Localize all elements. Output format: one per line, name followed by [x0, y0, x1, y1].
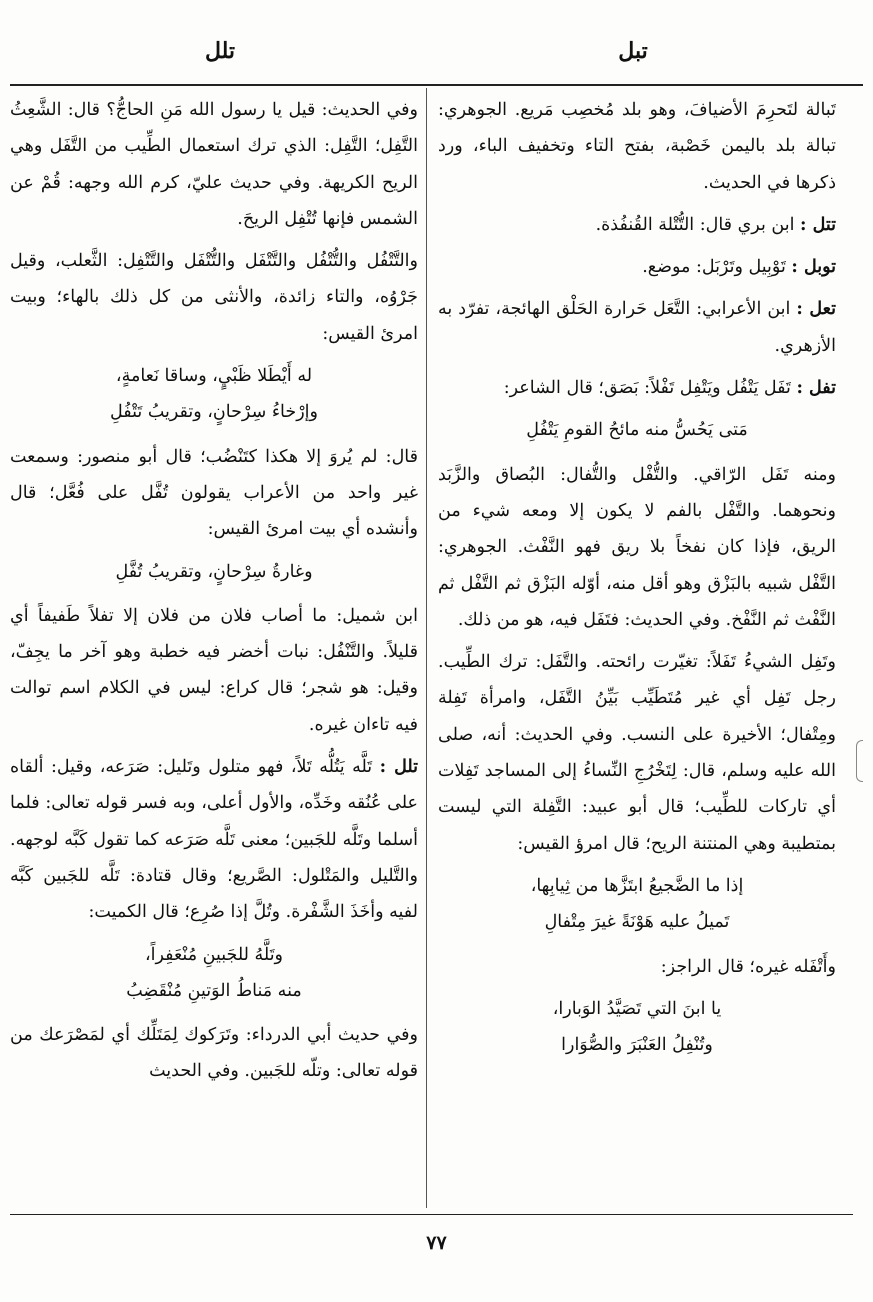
top-rule — [10, 84, 863, 86]
running-head-left: تلل — [204, 38, 236, 64]
verse-line: تَميلُ عليه هَوْنَةً غيرَ مِتْفالِ — [544, 912, 730, 933]
column-divider — [426, 88, 427, 1208]
verse-line: وتَلَّهُ للجَبينِ مُنْعَفِراً، — [144, 944, 284, 965]
entry-tll — [10, 749, 418, 930]
margin-bracket-mark — [856, 740, 863, 782]
entry-ttl — [438, 207, 836, 243]
entry-paragraph: وأَتْفَله غيره؛ قال الراجز: — [660, 956, 836, 977]
entry-paragraph: وفي حديث أبي الدرداء: وتَرَكوك لِمَتَلِّك أي لمَصْرَعك من قوله تعالى: وتلّه للجَبين. وفي الحديث — [10, 1025, 418, 1082]
verse-line: وغارةُ سِرْحانٍ، وتقريبُ تُفَّلِ — [115, 561, 313, 582]
headword: تعل : — [796, 299, 836, 320]
entry-text: تَلَّه يَتُلُّه تَلاً، فهو متلول وتَليل: صَرَعه، وقيل: ألقاه على عُنُقه وخَدِّه، والأول أعلى، وبه فسر قوله تعالى: فلما أسلما وتَلَّه للجَبين؛ معنى تَلَّه صَرَعه كما تقول كَبَّه لوجهه. والتَّليل والمَتْلول: الصَّريع؛ وقال قتادة: تَلَّه للجَبين كَبَّه لفيه وأخَذَ الشَّفْرة. وتُلَّ إذا صُرِع؛ قال الكميت: — [10, 757, 418, 923]
verse-line: وإرْخاءُ سِرْحانٍ، وتقريبُ تَتْفُلِ — [110, 402, 318, 423]
bottom-rule — [10, 1214, 853, 1215]
entry-twbl — [438, 249, 836, 285]
verse-quote — [438, 868, 836, 941]
entry-text: تَوْبِيل وتَرْبَل: موضع. — [642, 257, 786, 278]
right-column — [438, 92, 836, 1207]
headword: تلل : — [379, 757, 418, 778]
verse-line: مَتى يَحُسُّ منه مائحُ القومِ يَتْفُلِ — [526, 420, 748, 441]
verse-quote — [10, 554, 418, 590]
left-column — [10, 92, 418, 1207]
headword: توبل : — [791, 257, 836, 278]
verse-line: منه مَناطُ الوَتينِ مُنْقَضِبُ — [126, 980, 302, 1001]
entry-paragraph: قال: لم يُروَ إلا هكذا كتَنْضُب؛ قال أبو منصور: وسمعت غير واحد من الأعراب يقولون تُفَّل على فُعَّل؛ قال وأنشده أي بيت امرئ القيس: — [10, 446, 418, 540]
headword: تفل : — [796, 378, 836, 399]
entry-text: ابن الأعرابي: التَّعَل حَرارة الحَلْق الهائجة، تفرّد به الأزهري. — [438, 299, 836, 356]
verse-line: وتُنْفِلُ العَنْبَرَ والصُّوَارا — [561, 1035, 713, 1056]
entry-paragraph: ابن شميل: ما أصاب فلان من فلان إلا تفلاً طَفيفاً أي قليلاً. والتَّنْفُل: نبات أخضر فيه خطبة وهو آخر ما يجِفّ، وقيل: هو شجر؛ قال كراع: ليس في الكلام اسم توالت فيه تاءان غيره. — [10, 605, 418, 735]
entry-text: تَفَل يَتْفُل ويَتْفِل تَفْلاً: بَصَق؛ قال الشاعر: — [503, 378, 791, 399]
entry-tabala-continuation: تَبالة لتَحرِمَ الأضيافَ، وهو بلد مُخصِب مَريع. الجوهري: تبالة بلد باليمن خَصْبة، بفتح التاء وتخفيف الباء، ورد ذكرها في الحديث. — [438, 100, 836, 193]
entry-paragraph: ومنه تَفَل الرّاقي. والتُّفْل والتُّفال: البُصاق والزَّبَد ونحوهما. والتَّفْل بالفم لا يكون إلا ومعه شيء من الريق، فإذا كان نفخاً بلا ريق فهو النَّفْث. الجوهري: التَّفْل شبيه بالبَزْق وهو أقل منه، أوّله البَزْق ثم التَّفْل ثم النَّفْث ثم النَّفْخ. وفي الحديث: فتَفَل فيه، هو من ذلك. — [438, 464, 836, 630]
entry-paragraph: وفي الحديث: قيل يا رسول الله مَنِ الحاجُّ؟ قال: الشَّعِثُ التَّفِل؛ التَّفِل: الذي ترك استعمال الطِّيب من التَّفَل وهي الريح الكريهة. وفي حديث عليّ، كرم الله وجهه: قُمْ عن الشمس فإنها تُتْفِل الريحَ. — [10, 100, 418, 229]
entry-tfl — [438, 370, 836, 406]
headword: تتل : — [800, 214, 836, 235]
running-head-right: تبل — [618, 38, 648, 64]
verse-quote — [10, 358, 418, 431]
entry-paragraph: والتَّتْفُل والتُّتْفُل والتَّتْفَل والتُّتْفَل والتَّتْفِل: الثَّعلب، وقيل جَرْوُه، والتاء زائدة، والأنثى من كل ذلك بالهاء؛ وبيت امرئ القيس: — [10, 251, 418, 344]
verse-quote — [10, 937, 418, 1010]
verse-quote — [438, 991, 836, 1064]
verse-line: يا ابنَ التي تَصَيَّدُ الوَبارا، — [552, 998, 722, 1019]
verse-line: إذا ما الضَّجيعُ ابتَزَّها من ثِيابِها، — [530, 875, 744, 896]
entry-paragraph: وتَفِل الشيءُ تَفَلاً: تغيّرت رائحته. والتَّفَل: ترك الطِّيب. رجل تَفِل أي غير مُتَطَيِّب بَيِّنُ التَّفَل، وامرأة تَفِلة ومِتْفال؛ الأخيرة على النسب. وفي الحديث: أنه، صلى الله عليه وسلم، قال: لِتَخْرُجِ النِّساءُ إلى المساجد تَفِلات أي تاركات للطِّيب؛ قال أبو عبيد: التَّفِلة التي ليست بمتطيبة وهي المنتنة الريح؛ قال امرؤ القيس: — [438, 652, 836, 854]
verse-line: له أَيْطَلا ظَبْيٍ، وساقا نَعامةٍ، — [115, 366, 313, 387]
verse-quote — [438, 412, 836, 448]
page-number: ٧٧ — [426, 1232, 447, 1254]
entry-tal — [438, 291, 836, 364]
entry-text: ابن بري قال: التُّتْلة القُنفُذة. — [595, 214, 795, 235]
